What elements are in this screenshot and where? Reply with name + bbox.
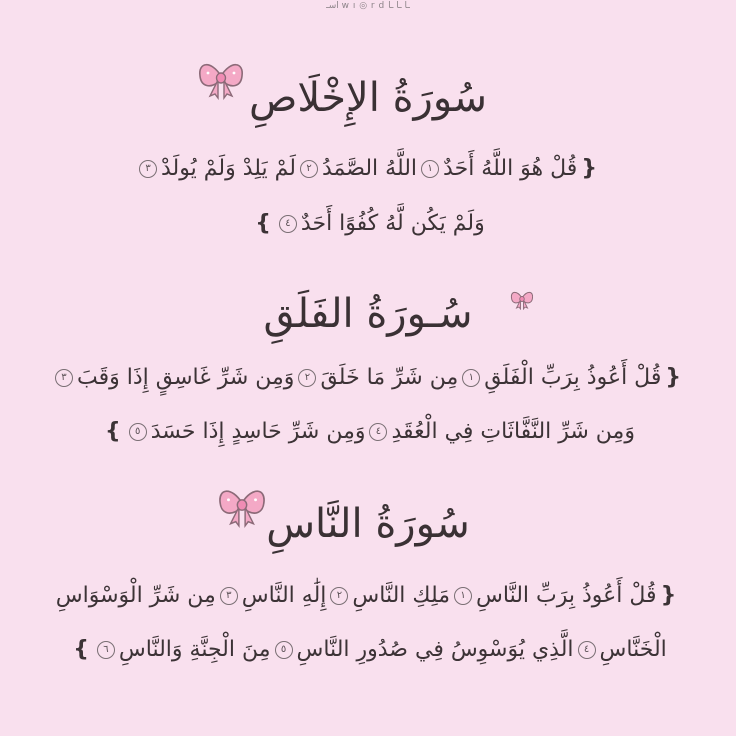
verse-line: [20, 155, 716, 184]
verse-text: اللَّهُ الصَّمَدُ: [322, 156, 418, 181]
ayah-marker: ٥: [275, 641, 293, 659]
verse-text: إِلَٰهِ النَّاسِ: [241, 583, 327, 608]
ayah-marker: ١: [421, 160, 439, 178]
verse-text: مَلِكِ النَّاسِ: [352, 583, 451, 608]
bracket-close: }: [73, 637, 89, 662]
verse-line: [20, 582, 716, 611]
verse-text: قُلْ أَعُوذُ بِرَبِّ النَّاسِ: [476, 583, 657, 608]
ayah-marker: ٤: [369, 423, 387, 441]
bracket-open: {: [581, 156, 597, 181]
ayah-marker: ٢: [298, 369, 316, 387]
verse-text: وَمِن شَرِّ النَّفَّاثَاتِ فِي الْعُقَدِ: [391, 419, 635, 444]
surah-title-ikhlas: سُورَةُ الإِخْلَاصِ: [248, 75, 488, 121]
bracket-open: {: [665, 365, 682, 390]
bracket-close: }: [255, 211, 271, 236]
ayah-marker: ٤: [578, 641, 596, 659]
verse-text: مِن شَرِّ الْوَسْوَاسِ: [55, 583, 216, 608]
verse-line: [20, 636, 716, 665]
verse-text: وَلَمْ يَكُن لَّهُ كُفُوًا أَحَدٌ: [300, 211, 485, 236]
verse-text: قُلْ أَعُوذُ بِرَبِّ الْفَلَقِ: [484, 365, 662, 390]
verse-text: مِن شَرِّ مَا خَلَقَ: [320, 365, 459, 390]
ayah-marker: ٣: [220, 587, 238, 605]
surah-title-falaq: سُـورَةُ الفَلَقِ: [263, 291, 473, 337]
verse-text: وَمِن شَرِّ غَاسِقٍ إِذَا وَقَبَ: [76, 365, 295, 390]
verse-text: قُلْ هُوَ اللَّهُ أَحَدٌ: [443, 156, 578, 181]
watermark: اسـ w ı ◎ r d ـا ـا ـا: [326, 1, 410, 11]
ayah-marker: ٦: [97, 641, 115, 659]
ayah-marker: ١: [462, 369, 480, 387]
verse-text: لَمْ يَلِدْ وَلَمْ يُولَدْ: [161, 156, 296, 181]
verse-line: [20, 364, 716, 393]
ayah-marker: ٣: [139, 160, 157, 178]
bracket-close: }: [105, 419, 121, 444]
ayah-marker: ٢: [330, 587, 348, 605]
ayah-marker: ١: [454, 587, 472, 605]
verse-text: مِنَ الْجِنَّةِ وَالنَّاسِ: [118, 637, 271, 662]
ayah-marker: ٤: [279, 215, 297, 233]
verse-line: [20, 210, 716, 239]
ayah-marker: ٣: [55, 369, 73, 387]
bracket-open: {: [660, 583, 677, 608]
surah-title-nas: سُورَةُ النَّاسِ: [266, 501, 470, 547]
verse-line: [20, 418, 716, 447]
verse-text: الَّذِي يُوَسْوِسُ فِي صُدُورِ النَّاسِ: [296, 637, 574, 662]
verse-text: وَمِن شَرِّ حَاسِدٍ إِذَا حَسَدَ: [150, 419, 366, 444]
ayah-marker: ٥: [129, 423, 147, 441]
ayah-marker: ٢: [300, 160, 318, 178]
verse-text: الْخَنَّاسِ: [599, 637, 667, 662]
